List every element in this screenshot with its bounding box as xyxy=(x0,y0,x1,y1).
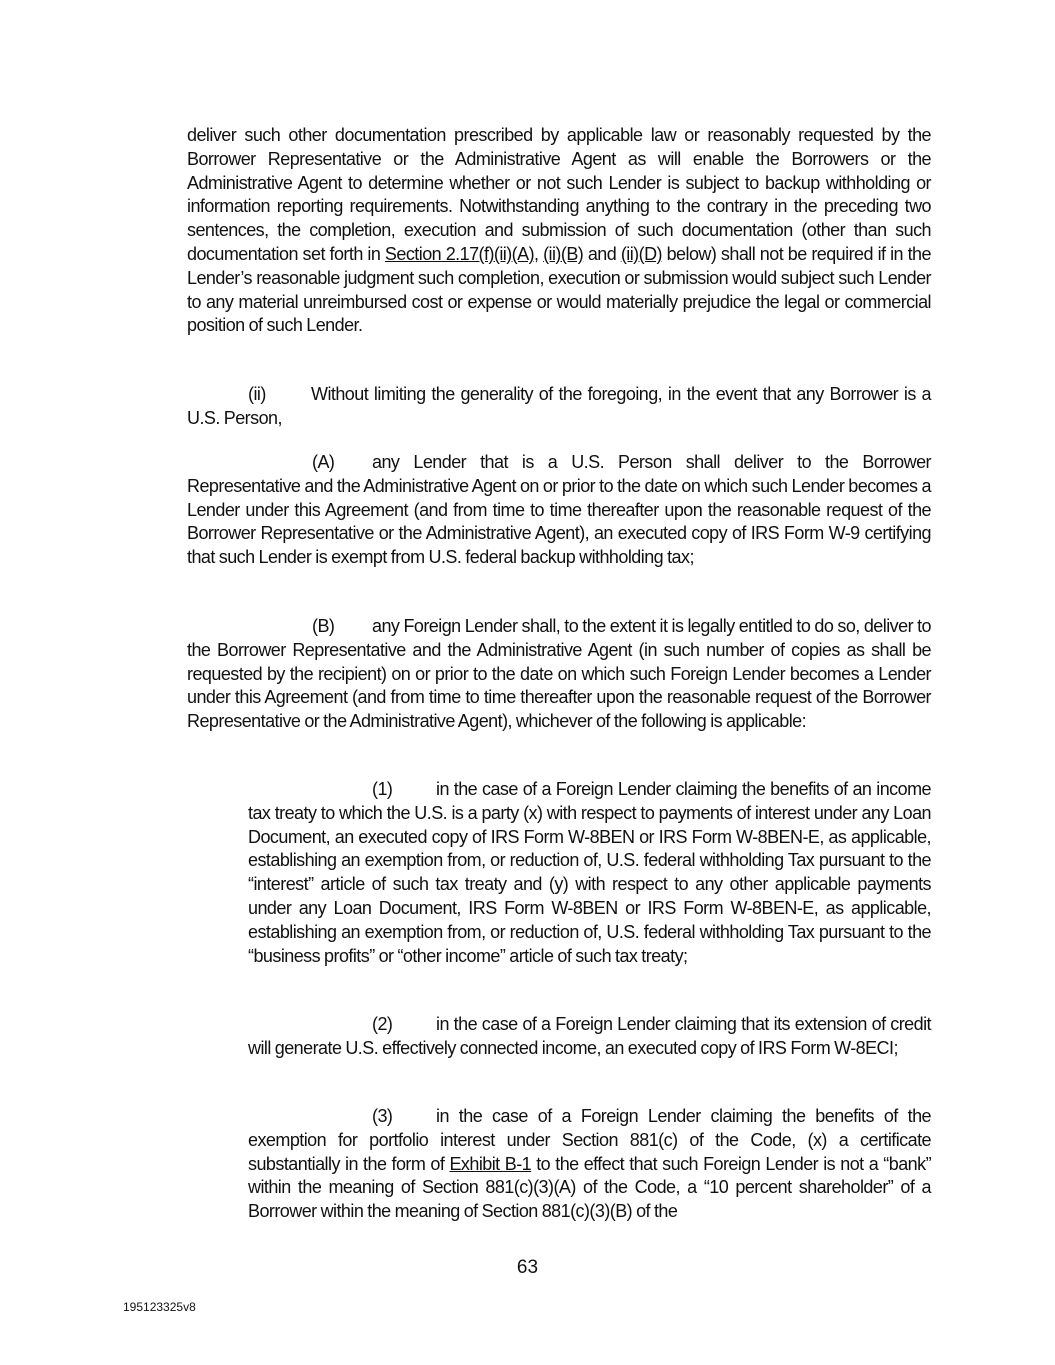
document-id: 195123325v8 xyxy=(123,1300,196,1314)
section-link: (ii)(B) xyxy=(543,243,584,264)
paragraph-A xyxy=(187,451,931,570)
clause-text: any Lender that is a U.S. Person shall deliver to the Borrower Representative and the Administrative Agent on or prior to the date on which such Lender becomes a Lender under this Agreement (and from time to time thereafter upon the reasonable request of the Borrower Representative or the Administrative Agent), an executed copy of IRS Form W-9 certifying that such Lender is exempt from U.S. federal backup withholding tax; xyxy=(187,452,931,568)
paragraph-documentation xyxy=(187,124,931,338)
clause-number: (B) xyxy=(312,616,335,636)
clause-text: in the case of a Foreign Lender claiming the benefits of the exemption for portfolio interest under Section 881(c) of the Code, (x) a certificate substantially in the form of xyxy=(248,1106,931,1174)
clause-number: (A) xyxy=(312,452,335,472)
clause-text: in the case of a Foreign Lender claiming that its extension of credit will generate U.S. effectively connected income, an executed copy of IRS Form W-8ECI; xyxy=(248,1014,931,1058)
exhibit-link: Exhibit B-1 xyxy=(449,1153,532,1174)
paragraph-ii xyxy=(187,383,931,431)
paragraph-2 xyxy=(248,1013,931,1061)
clause-number: (ii) xyxy=(248,384,266,404)
text: and xyxy=(583,243,621,264)
clause-number: (1) xyxy=(372,779,393,799)
clause-text: to the effect that such Foreign Lender is not a “bank” within the meaning of Section 881(c)(3)(A) of the Code, a “10 percent shareholder” of a Borrower within the meaning of Section 881(c)(3)(B) of the xyxy=(248,1153,932,1222)
clause-text: in the case of a Foreign Lender claiming the benefits of an income tax treaty to which the U.S. is a party (x) with respect to payments of interest under any Loan Document, an executed copy of IRS Form W-8BEN or IRS Form W-8BEN-E, as applicable, establishing an exemption from, or reduction of, U.S. federal withholding Tax pursuant to the “interest” article of such tax treaty and (y) with respect to any other applicable payments under any Loan Document, IRS Form W-8BEN or IRS Form W-8BEN-E, as applicable, establishing an exemption from, or reduction of, U.S. federal withholding Tax pursuant to the “business profits” or “other income” article of such tax treaty; xyxy=(248,779,931,966)
clause-number: (3) xyxy=(372,1106,393,1126)
text: below) shall not be required if in the Lender’s reasonable judgment such completion, execution or submission would subject such Lender to any material unreimbursed cost or expense or would materially prejudice the legal or commercial position of such Lender. xyxy=(187,243,931,336)
clause-number: (2) xyxy=(372,1014,393,1034)
clause-text: Without limiting the generality of the foregoing, in the event that any Borrower is a U.S. Person, xyxy=(187,384,931,428)
paragraph-B xyxy=(187,615,931,734)
section-link: (ii)(D) xyxy=(620,243,662,264)
page-number: 63 xyxy=(516,1257,539,1278)
paragraph-1 xyxy=(248,778,931,968)
paragraph-3 xyxy=(248,1105,931,1224)
clause-text: any Foreign Lender shall, to the extent it is legally entitled to do so, deliver to the Borrower Representative and the Administrative Agent (in such number of copies as shall be requested by the recipient) on or prior to the date on which such Foreign Lender becomes a Lender under this Agreement (and from time to time thereafter upon the reasonable request of the Borrower Representative or the Administrative Agent), whichever of the following is applicable: xyxy=(187,616,931,732)
text: deliver such other documentation prescribed by applicable law or reasonably requested by the Borrower Representative or the Administrative Agent as will enable the Borrowers or the Administrative Agent to determine whether or not such Lender is subject to backup withholding or information reporting requirements. Notwithstanding anything to the contrary in the preceding two sentences, the completion, execution and submission of such documentation (other than such documentation set forth in xyxy=(187,125,931,264)
text: , xyxy=(534,243,544,264)
section-link: Section 2.17(f)(ii)(A) xyxy=(384,243,535,264)
